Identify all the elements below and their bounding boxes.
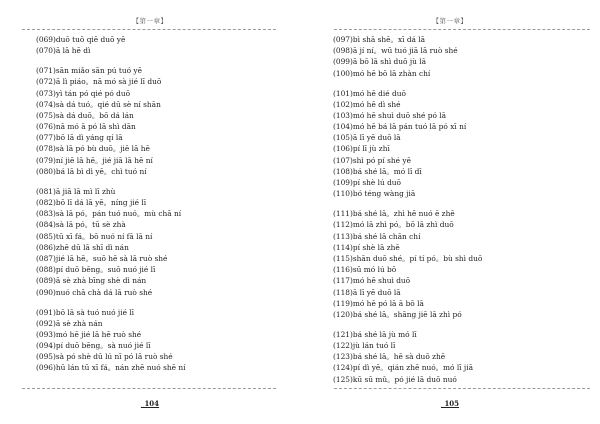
left-verse-line: (069)duō tuō qiē duō yē [36, 35, 126, 44]
right-verse-line: (110)bó téng wàng jiā [333, 189, 416, 199]
right-verse-line: (114)pí shè lā zhē [333, 242, 400, 252]
left-verse-line: (096)hū lán tū xī fá。nán zhē nuó shē ní [36, 363, 186, 373]
right-verse-line: (122)jù lán tuó lī [333, 341, 396, 351]
left-verse-line: (071)sān miǎo sān pú tuó yē [36, 66, 142, 76]
right-verse-line: (115)shān duō shé。pí tí pó。bù shì duō [333, 253, 483, 263]
left-verse-line: (078)sà lā pó bù duō。jiē lā hē [36, 144, 150, 154]
left-verse-line: (080)bá lā bì dì yē。chì tuó ní [36, 166, 147, 176]
right-verse-line: (120)bá shé lā。shāng jiē lā zhì pó [333, 309, 462, 319]
right-verse-line: (109)pí shè lú duō [333, 178, 402, 188]
right-verse-line: (106)pí lī jù zhī [333, 144, 390, 154]
right-verse-line: (099)ā bō lā shì duō jù lā [333, 57, 427, 67]
right-verse-line: (118)ā lī yē duō lā [333, 287, 401, 297]
left-paragraph-gap [36, 298, 185, 307]
right-footer-divider [334, 388, 590, 389]
right-verse-line: (111)bá shé lā。zhì hē nuó ē zhē [333, 209, 455, 219]
left-verse-line: (072)ā lì piáo。nā mó sà jié lī duō [36, 77, 162, 87]
right-verse-line: (105)ā lī yē duō lā [333, 133, 401, 143]
left-verse-line: (091)bō lā sà tuó nuó jié lī [36, 307, 135, 317]
left-verse-line: (076)nā mó ā pó lā shì dān [36, 122, 136, 132]
right-verse-line: (097)bì shā shē。xī dá lā [333, 35, 426, 44]
left-verse-line: (090)nuó chā chà dá lā ruò shé [36, 287, 153, 297]
right-verse-line: (119)mó hē pó lā ā bō lā [333, 298, 424, 308]
left-verse-line: (093)mó hē jié lā hē ruò shé [36, 329, 142, 339]
left-verse-line: (074)sà dá tuó。qié dū sè ní shān [36, 99, 161, 109]
right-verse-line: (113)bá shé lā chān chí [333, 231, 421, 241]
right-verse-line: (108)bá shé lā。mó lī dī [333, 166, 422, 176]
right-verse-line: (117)mó hē shuì duō [333, 276, 411, 286]
right-paragraph-gap [333, 199, 482, 208]
right-verse-line: (107)shì pó pí shé yē [333, 155, 411, 165]
right-page-text [333, 34, 482, 385]
right-verse-line: (102)mó hē dì shé [333, 99, 401, 109]
right-verse-line: (101)mó hē dié duō [333, 88, 406, 98]
right-page-header: 【第一章】 [432, 17, 468, 25]
left-paragraph-gap [36, 56, 185, 65]
left-page-header: 【第一章】 [132, 17, 168, 25]
left-paragraph-gap [36, 177, 185, 186]
left-verse-line: (095)sà pó shè dū lú nī pó lā ruò shé [36, 352, 173, 362]
right-paragraph-gap [333, 320, 482, 329]
left-verse-line: (081)ā jiā lā mì lī zhù [36, 186, 116, 196]
left-verse-line: (079)ní jiē lā hē。jié jiā lā hē ní [36, 155, 153, 165]
left-verse-line: (092)ā sè zhà nán [36, 318, 103, 328]
left-verse-line: (083)sà lā pó。pán tuó nuó。mù chā ní [36, 209, 182, 219]
right-verse-line: (100)mó hē bō lā zhàn chí [333, 68, 431, 78]
left-verse-line: (085)tū xī fá。bō nuó ní fā lā ní [36, 231, 153, 241]
left-footer-divider [22, 388, 276, 389]
right-verse-line: (112)mó lā zhì pó。bō lā zhì duō [333, 220, 454, 230]
left-verse-line: (077)bō lā dì yáng qí lā [36, 133, 123, 143]
left-verse-line: (088)pí duō bēng。suō nuó jié lī [36, 265, 156, 275]
right-paragraph-gap [333, 79, 482, 88]
right-verse-line: (104)mó hē bá lā pán tuó lā pó xī ní [333, 122, 467, 132]
right-page-number: _105 [440, 399, 460, 408]
left-verse-line: (084)sà lā pó。tū sè zhà [36, 220, 126, 230]
left-verse-line: (089)ā sè zhà bīng shè dì nán [36, 276, 147, 286]
left-page-number: _104 [140, 399, 160, 408]
left-verse-line: (075)sà dá duō。bō dá lán [36, 110, 134, 120]
left-verse-line: (087)jié lā hē。suō hē sà lā ruò shé [36, 253, 168, 263]
left-page-text [36, 34, 185, 374]
right-header-divider [334, 29, 590, 30]
left-header-divider [22, 29, 276, 30]
right-verse-line: (098)ā jí ní。wū tuó jiā lā ruò shé [333, 46, 458, 56]
left-verse-line: (086)zhē dū lā shī dì nán [36, 242, 129, 252]
left-verse-line: (070)ā lā hē dì [36, 46, 91, 56]
right-verse-line: (121)bá shé lā jù mó lī [333, 329, 417, 339]
right-verse-line: (103)mó hē shuì duō shé pó lā [333, 110, 447, 120]
right-verse-line: (124)pí dì yē。qián zhē nuó。mó lī jiā [333, 363, 473, 373]
right-verse-line: (116)sū mó lú bō [333, 265, 397, 275]
right-verse-line: (123)bá shé lā。hē sà duō zhē [333, 352, 446, 362]
left-verse-line: (073)yì tán pó qié pó duō [36, 88, 131, 98]
right-verse-line: (125)kū sū mǔ。pó jié lā duō nuó [333, 374, 457, 384]
right-page [300, 0, 600, 424]
left-verse-line: (082)bō lī dá lā yē。níng jié lī [36, 198, 147, 208]
left-verse-line: (094)pí duō bēng。sà nuó jié lī [36, 341, 151, 351]
